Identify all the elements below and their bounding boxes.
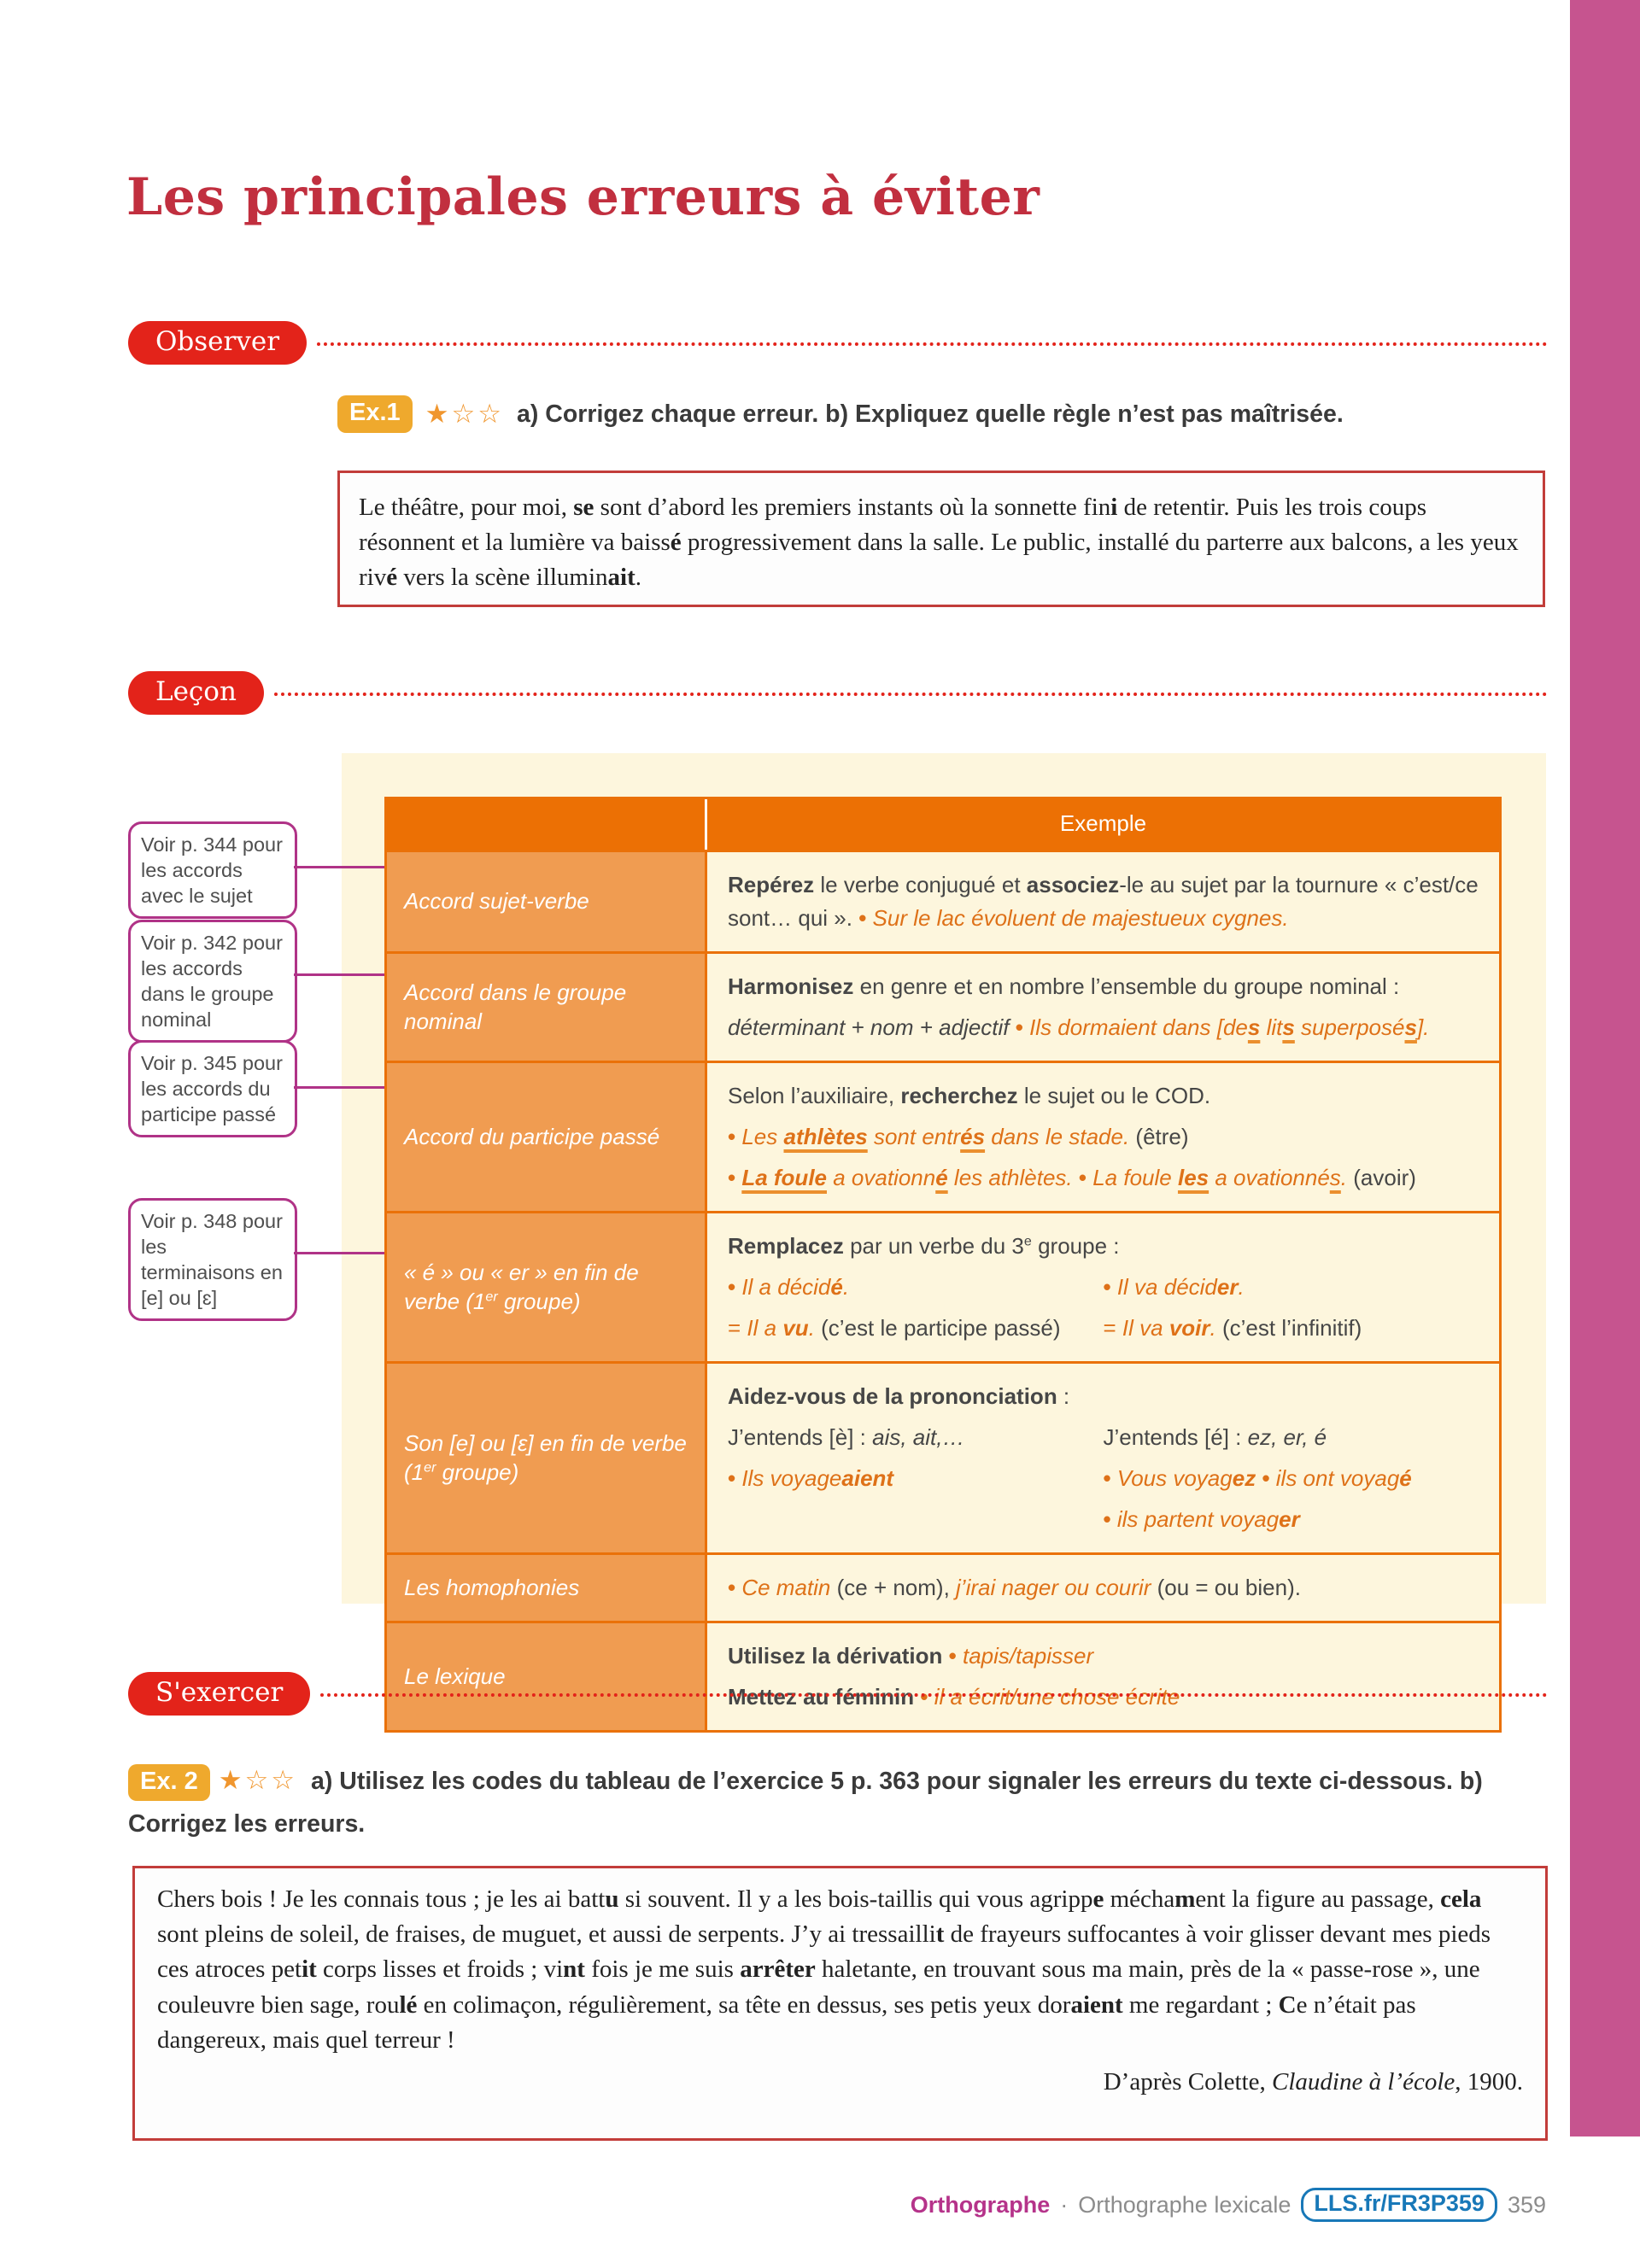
lesson-table-row — [387, 1213, 1499, 1361]
exercise-1-badge: Ex.1 — [337, 395, 413, 433]
section-badge-lecon: Leçon — [128, 671, 264, 715]
lesson-row-label: Accord dans le groupe nominal — [387, 954, 705, 1061]
sidenote-connector — [294, 1252, 388, 1254]
exercise-1-instruction: a) Corrigez chaque erreur. b) Expliquez quelle règle n’est pas maîtrisée. — [517, 400, 1344, 428]
section-observer — [128, 321, 1548, 365]
footer-chapter: Orthographe — [910, 2191, 1051, 2218]
section-sexercer — [128, 1672, 1548, 1716]
lesson-row-label: Les homophonies — [387, 1555, 705, 1621]
exercise-2-text: Chers bois ! Je les connais tous ; je les ai battu si souvent. Il y a les bois-taillis qui vous agrippe méchament la figure au passage, cela sont pleins de soleil, de fraises, de muguet, et aussi de serpents. J’y ai tressaillit de frayeurs suffocantes à voir glisser devant mes pieds ces atroces petit corps lisses et froids ; vint fois je me suis arrêter haletante, en trouvant sous ma main, près de la « passe-rose », une couleuvre bien sage, roulé en colimaçon, régulièrement, sa tête en dessus, ses petis yeux doraient me regardant ; Ce n’était pas dangereux, mais quel terreur ! — [157, 1885, 1491, 2054]
lesson-table — [384, 797, 1502, 1733]
difficulty-stars-ex2: ★☆☆ — [218, 1765, 298, 1795]
page-title: Les principales erreurs à éviter — [126, 167, 1040, 227]
dotted-rule — [320, 1693, 1548, 1697]
difficulty-stars-ex1: ★☆☆ — [425, 399, 505, 429]
exercise-2-instruction-b: b) Corrigez les erreurs. — [128, 1768, 1483, 1838]
lesson-row-example: Selon l’auxiliaire, recherchez le sujet ou le COD. • Les athlètes sont entrés dans le stade. (être) • La foule a ovationné les athlètes. • La foule les a ovationnés. (avoir) — [707, 1063, 1499, 1211]
lesson-table-row — [387, 1555, 1499, 1621]
sidenote-text: Voir p. 342 pour les accords dans le groupe nominal — [141, 932, 283, 1032]
lesson-table-row — [387, 1364, 1499, 1552]
page-edge-bar — [1570, 0, 1640, 2136]
sidenote-p348 — [128, 1198, 297, 1321]
lesson-row-example: Harmonisez en genre et en nombre l’ensemble du groupe nominal : déterminant + nom + adjectif • Ils dormaient dans [des lits superposés]. — [707, 954, 1499, 1061]
lesson-row-example: Utilisez la dérivation • tapis/tapisser Mettez au féminin • il a écrit/une chose écrite — [707, 1623, 1499, 1730]
footer-page-number: 359 — [1507, 2191, 1546, 2218]
lesson-row-example: • Ce matin (ce + nom), j’irai nager ou courir (ou = ou bien). — [707, 1555, 1499, 1621]
sidenote-text: Voir p. 345 pour les accords du participe passé — [141, 1052, 283, 1126]
exercise-2-text-box — [132, 1866, 1548, 2141]
exercise-2-header — [128, 1757, 1560, 1846]
footer-resource-code: LLS.fr/FR3P359 — [1301, 2188, 1497, 2222]
lesson-row-example: Aidez-vous de la prononciation : J’entends [è] : ais, ait,… J’entends [é] : ez, er, é • Ils voyageaient • Vous voyagez • ils ont voyagé • ils partent voyager — [707, 1364, 1499, 1552]
lesson-row-label: Accord sujet-verbe — [387, 852, 705, 951]
exercise-1-text: Le théâtre, pour moi, se sont d’abord les premiers instants où la sonnette fini de retentir. Puis les trois coups résonnent et la lumière va baissé progressivement dans la salle. Le public, installé du parterre aux balcons, a les yeux rivé vers la scène illuminait. — [359, 494, 1519, 592]
page-footer — [911, 2188, 1546, 2222]
dotted-rule — [274, 693, 1548, 696]
lesson-row-label: Son [e] ou [ɛ] en fin de verbe (1er groupe) — [387, 1364, 705, 1552]
section-badge-observer: Observer — [128, 321, 307, 365]
exercise-2-attribution: D’après Colette, Claudine à l’école, 1900. — [1103, 2067, 1523, 2096]
lesson-row-example: Repérez le verbe conjugué et associez-le au sujet par la tournure « c’est/ce sont… qui ». • Sur le lac évoluent de majestueux cygnes. — [707, 852, 1499, 951]
sidenote-p342 — [128, 920, 297, 1043]
sidenote-p344 — [128, 821, 297, 919]
lesson-table-row — [387, 852, 1499, 951]
lesson-row-label: « é » ou « er » en fin de verbe (1er groupe) — [387, 1213, 705, 1361]
sidenote-connector — [294, 973, 388, 976]
exercise-1-text-box — [337, 471, 1545, 607]
sidenote-p345 — [128, 1040, 297, 1137]
lesson-table-header — [387, 799, 1499, 850]
sidenote-text: Voir p. 348 pour les terminaisons en [e] ou [ɛ] — [141, 1210, 283, 1310]
lesson-row-label: Accord du participe passé — [387, 1063, 705, 1211]
dotted-rule — [317, 342, 1548, 346]
lesson-table-row — [387, 954, 1499, 1061]
sidenote-connector — [294, 866, 388, 868]
lesson-row-label: Le lexique — [387, 1623, 705, 1730]
section-badge-sexercer: S'exercer — [128, 1672, 310, 1716]
sidenote-connector — [294, 1086, 388, 1089]
section-lecon — [128, 671, 1548, 715]
header-cell-exemple: Exemple — [707, 799, 1499, 850]
footer-section: Orthographe lexicale — [1078, 2191, 1292, 2218]
lesson-row-example: Remplacez par un verbe du 3e groupe : • Il a décidé. • Il va décider. = Il a vu. (c’est le participe passé) = Il va voir. (c’est l’infinitif) — [707, 1213, 1499, 1361]
header-cell-empty — [387, 799, 705, 850]
exercise-2-instruction-a: a) Utilisez les codes du tableau de l’exercice 5 p. 363 pour signaler les erreurs du texte ci-dessous. — [311, 1768, 1453, 1795]
exercise-1-header — [337, 395, 1344, 433]
exercise-2-badge: Ex. 2 — [128, 1764, 210, 1801]
sidenote-text: Voir p. 344 pour les accords avec le sujet — [141, 833, 283, 908]
lesson-table-row — [387, 1063, 1499, 1211]
footer-separator: · — [1060, 2191, 1069, 2218]
